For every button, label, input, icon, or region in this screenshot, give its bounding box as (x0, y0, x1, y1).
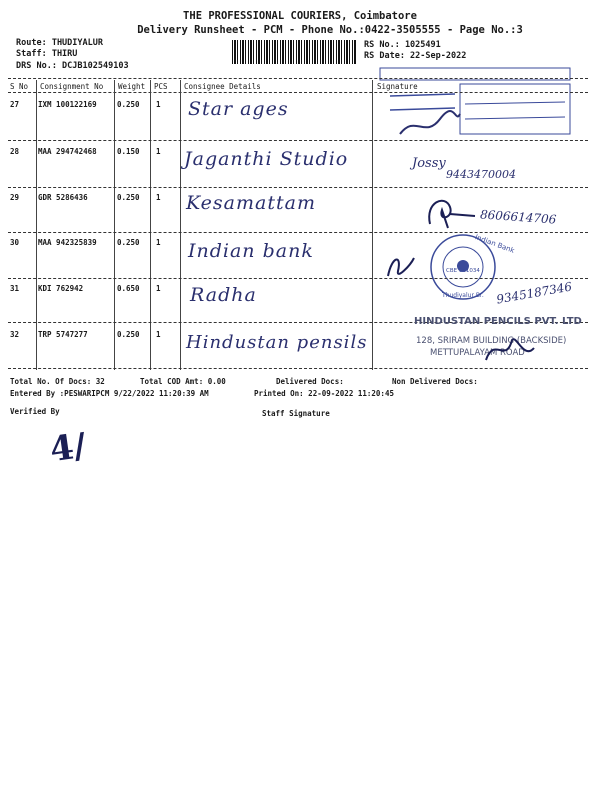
row-consignment: MAA 942325839 (38, 238, 97, 247)
col-sno: S No (10, 82, 29, 91)
row-rule (8, 140, 588, 141)
bank-stamp-name: Indian Bank (473, 233, 516, 255)
col-signature: Signature (377, 82, 418, 91)
col-consignee: Consignee Details (184, 82, 261, 91)
total-cod: Total COD Amt: 0.00 (140, 377, 226, 386)
row30-signature-mark (380, 246, 425, 286)
route-label: Route: THUDIYALUR (16, 38, 103, 48)
verified-by-label: Verified By (10, 407, 60, 416)
bank-stamp-code: CBE 641034 (446, 268, 480, 274)
row-pcs: 1 (156, 100, 161, 109)
row32-signature-mark (480, 330, 540, 370)
col-divider (180, 80, 181, 370)
hindustan-stamp-name: HINDUSTAN PENCILS PVT. LTD (414, 316, 582, 327)
entered-by: Entered By :PESWARIPCM 9/22/2022 11:20:39 AM (10, 389, 209, 398)
row-consignee: Indian bank (188, 240, 314, 262)
printed-on: Printed On: 22-09-2022 11:20:45 (254, 389, 394, 398)
row-weight: 0.250 (117, 100, 140, 109)
hindustan-stamp-address: 128, SRIRAM BUILDING (BACKSIDE) (416, 336, 567, 346)
row-pcs: 1 (156, 330, 161, 339)
non-delivered-docs: Non Delivered Docs: (392, 377, 478, 386)
col-divider (114, 80, 115, 370)
row-pcs: 1 (156, 284, 161, 293)
row-pcs: 1 (156, 238, 161, 247)
row-sno: 32 (10, 330, 20, 339)
row-consignment: KDI 762942 (38, 284, 84, 293)
row-sno: 31 (10, 284, 20, 293)
row28-signature-name: Jossy (412, 156, 446, 171)
verified-signature: 4/ (47, 425, 89, 471)
row-weight: 0.250 (117, 193, 140, 202)
row-consignee: Jaganthi Studio (184, 148, 349, 170)
row-consignment: IXM 100122169 (38, 100, 97, 109)
header-top-rule (8, 78, 588, 79)
row-sno: 29 (10, 193, 20, 202)
row-consignment: MAA 294742468 (38, 147, 97, 156)
row-weight: 0.650 (117, 284, 140, 293)
row-rule (8, 278, 588, 279)
company-title: THE PROFESSIONAL COURIERS, Coimbatore (183, 10, 417, 22)
table-bottom-rule (8, 368, 588, 369)
col-divider (150, 80, 151, 370)
courier-stamp (370, 64, 595, 144)
row31-signature-phone: 9345187346 (495, 279, 573, 307)
row-sno: 27 (10, 100, 20, 109)
row-consignee: Hindustan pensils (186, 332, 368, 353)
row-sno: 28 (10, 147, 20, 156)
row29-signature-mark (420, 192, 480, 232)
col-divider (372, 80, 373, 370)
row-consignment: GDR 5286436 (38, 193, 88, 202)
barcode (232, 40, 356, 64)
staff-label: Staff: THIRU (16, 49, 78, 59)
rs-date: RS Date: 22-Sep-2022 (364, 51, 467, 61)
row-weight: 0.150 (117, 147, 140, 156)
row28-signature-phone: 9443470004 (446, 168, 516, 181)
staff-signature-label: Staff Signature (262, 409, 330, 418)
row-rule (8, 232, 588, 233)
col-consignment: Consignment No (40, 82, 104, 91)
total-docs: Total No. Of Docs: 32 (10, 377, 105, 386)
col-pcs: PCS (154, 82, 168, 91)
row-weight: 0.250 (117, 238, 140, 247)
delivered-docs: Delivered Docs: (276, 377, 344, 386)
row-sno: 30 (10, 238, 20, 247)
hindustan-stamp-road: METTUPALAYAM ROAD (430, 348, 525, 358)
row-consignment: TRP 5747277 (38, 330, 88, 339)
row-consignee: Radha (190, 284, 257, 306)
col-divider (36, 80, 37, 370)
drs-number: DRS No.: DCJB102549103 (16, 61, 129, 71)
row-consignee: Star ages (188, 98, 289, 120)
row-pcs: 1 (156, 193, 161, 202)
rs-number: RS No.: 1025491 (364, 40, 441, 50)
row-pcs: 1 (156, 147, 161, 156)
row29-signature-phone: 8606614706 (479, 207, 557, 227)
header-bottom-rule (8, 92, 588, 93)
bank-stamp-branch: Thudiyalur Br. (442, 292, 484, 299)
row-rule (8, 187, 588, 188)
col-weight: Weight (118, 82, 146, 91)
row-weight: 0.250 (117, 330, 140, 339)
row-consignee: Kesamattam (186, 192, 316, 214)
runsheet-subtitle: Delivery Runsheet - PCM - Phone No.:0422-3505555 - Page No.:3 (137, 24, 523, 36)
